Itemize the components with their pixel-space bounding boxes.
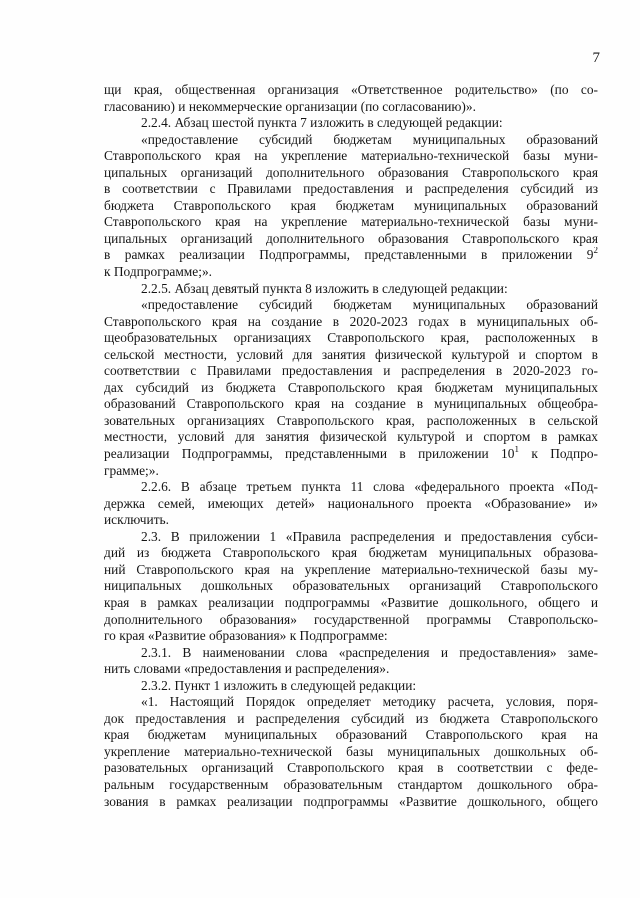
text-line — [104, 694, 598, 711]
text-line — [104, 380, 598, 397]
text-line-content: 2.3.2. Пункт 1 изложить в следующей редакции: — [141, 677, 417, 693]
superscript: 1 — [514, 446, 519, 455]
text-line-content: Ставропольского края на укрепление материально-технической базы муни- — [104, 214, 598, 230]
text-line — [104, 115, 598, 132]
text-line-content: местности, условий для занятия физической культурой и спортом в рамках — [104, 429, 598, 445]
text-line — [104, 429, 598, 446]
text-line-content: бюджета Ставропольского края бюджетам муниципальных образований — [104, 197, 598, 213]
text-line-content: в рамках реализации Подпрограммы, представленными в приложении 9 — [104, 247, 594, 263]
text-line — [104, 446, 598, 463]
text-line-content: нить словами «предоставления и распределения». — [104, 661, 390, 677]
text-line-content: док предоставления и распределения субсидий из бюджета Ставропольского — [104, 710, 598, 726]
text-line-content: образований Ставропольского края на создание в муниципальных общеобра- — [104, 396, 598, 412]
text-line — [104, 578, 598, 595]
text-line — [104, 264, 598, 281]
text-line — [104, 231, 598, 248]
document-body — [104, 82, 598, 810]
text-line-content: щи края, общественная организация «Ответственное родительство» (по со- — [104, 82, 598, 97]
text-line-content: ципальных организаций дополнительного образования Ставропольского края — [104, 230, 598, 246]
text-line-content: гласованию) и некоммерческие организации (по согласованию)». — [104, 98, 476, 114]
text-line-content: Ставропольского края на укрепление материально-технической базы муни- — [104, 148, 598, 164]
text-line — [104, 281, 598, 298]
text-line-content: ниципальных дошкольных образовательных организаций Ставропольского — [104, 578, 598, 594]
text-line — [104, 496, 598, 513]
text-line-content: 2.2.5. Абзац девятый пункта 8 изложить в следующей редакции: — [141, 280, 508, 296]
text-line-content: грамме;». — [104, 462, 159, 478]
text-line-content: 2.3. В приложении 1 «Правила распределения и предоставления субси- — [141, 528, 598, 544]
text-line-content: зовательных организациях Ставропольского края, расположенных в сельской — [104, 412, 598, 428]
text-line-content: укрепление материально-технической базы муниципальных дошкольных об- — [104, 743, 598, 759]
text-line — [104, 347, 598, 364]
text-line — [104, 463, 598, 480]
text-line-content: исключить. — [104, 512, 169, 528]
text-line — [104, 661, 598, 678]
text-line-content: 2.3.1. В наименовании слова «распределения и предоставления» заме- — [141, 644, 598, 660]
text-line — [104, 628, 598, 645]
text-line-content: «предоставление субсидий бюджетам муниципальных образований — [141, 297, 598, 313]
text-line — [104, 214, 598, 231]
text-line-content: 2.2.4. Абзац шестой пункта 7 изложить в следующей редакции: — [141, 115, 503, 131]
text-line — [104, 529, 598, 546]
text-line — [104, 82, 598, 99]
text-line-content: разовательных организаций Ставропольского края в соответствии с феде- — [104, 760, 598, 776]
text-line-content: щеобразовательных организациях Ставропольского края, расположенных в — [104, 330, 598, 346]
text-line-content: держка семей, имеющих детей» национального проекта «Образование» и» — [104, 495, 598, 511]
text-line — [104, 744, 598, 761]
text-line — [104, 678, 598, 695]
text-line — [104, 794, 598, 811]
text-line — [104, 562, 598, 579]
text-line — [104, 297, 598, 314]
text-line — [104, 545, 598, 562]
text-line — [104, 479, 598, 496]
text-line-content: ципальных организаций дополнительного образования Ставропольского края — [104, 164, 598, 180]
text-line — [104, 181, 598, 198]
text-line-content: «1. Настоящий Порядок определяет методику расчета, условия, поря- — [141, 694, 598, 710]
text-line-content: дах субсидий из бюджета Ставропольского края бюджетам муниципальных — [104, 379, 598, 395]
text-line — [104, 645, 598, 662]
text-line-content: соответствии с Правилами предоставления и распределения в 2020-2023 го- — [104, 363, 598, 379]
text-line-content: ний Ставропольского края на укрепление материально-технической базы му- — [104, 561, 598, 577]
text-line — [104, 314, 598, 331]
text-line — [104, 727, 598, 744]
text-line — [104, 148, 598, 165]
text-line — [104, 247, 598, 264]
text-line — [104, 595, 598, 612]
text-line-content: дий из бюджета Ставропольского края бюджетам муниципальных образова- — [104, 545, 598, 561]
text-line-content: реализации Подпрограммы, представленными в приложении 10 — [104, 446, 515, 462]
text-line — [104, 132, 598, 149]
page-number: 7 — [592, 50, 600, 66]
superscript: 2 — [593, 247, 598, 256]
text-line — [104, 99, 598, 116]
text-line-content: в соответствии с Правилами предоставления и распределения субсидий из — [104, 181, 598, 197]
text-line-content: 2.2.6. В абзаце третьем пункта 11 слова «федерального проекта «Под- — [141, 479, 598, 495]
text-line-content: дополнительного образования» государственной программы Ставропольско- — [104, 611, 598, 627]
text-line — [104, 165, 598, 182]
text-line-content: го края «Развитие образования» к Подпрограмме: — [104, 628, 388, 644]
text-line — [104, 760, 598, 777]
text-line-content: к Подпрограмме;». — [104, 264, 212, 280]
text-line — [104, 198, 598, 215]
text-line — [104, 612, 598, 629]
text-line-content: ральным государственным образовательным стандартом дошкольного обра- — [104, 776, 598, 792]
text-line — [104, 711, 598, 728]
text-line-content: «предоставление субсидий бюджетам муниципальных образований — [141, 131, 598, 147]
text-line-content: сельской местности, условий для занятия физической культурой и спортом в — [104, 346, 598, 362]
text-line-continuation: к Подпро- — [518, 446, 598, 462]
text-line — [104, 777, 598, 794]
text-line — [104, 413, 598, 430]
text-line — [104, 396, 598, 413]
text-line-content: края в рамках реализации подпрограммы «Развитие дошкольного, общего и — [104, 594, 598, 610]
text-line-content: края бюджетам муниципальных образований Ставропольского края на — [104, 727, 598, 743]
text-line — [104, 512, 598, 529]
text-line-content: зования в рамках реализации подпрограммы «Развитие дошкольного, общего — [104, 793, 598, 809]
text-line-content: Ставропольского края на создание в 2020-2023 годах в муниципальных об- — [104, 313, 598, 329]
text-line — [104, 330, 598, 347]
text-line — [104, 363, 598, 380]
